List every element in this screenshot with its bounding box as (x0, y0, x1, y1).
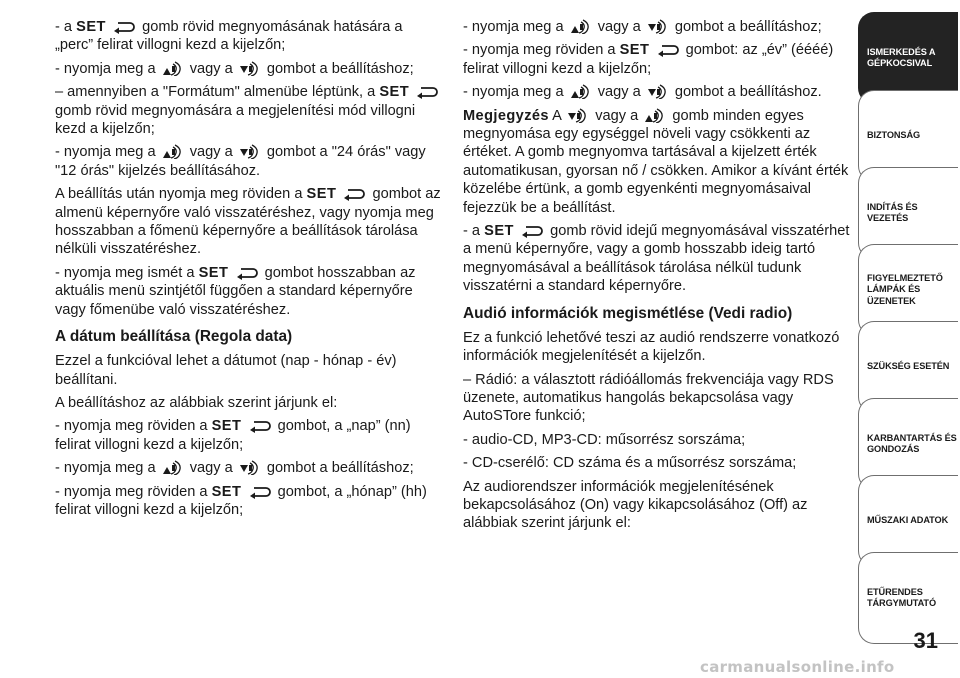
tab-muszaki[interactable]: MŰSZAKI ADATOK (858, 475, 958, 567)
return-arrow-icon (342, 188, 366, 201)
paragraph: - nyomja meg a vagy a gombot a beállításhoz; (55, 60, 414, 77)
note-label: Megjegyzés (463, 107, 549, 124)
chapter-tabs (858, 0, 960, 678)
down-arrow-button-icon (647, 19, 669, 34)
up-arrow-button-icon (570, 84, 592, 99)
return-arrow-icon (112, 21, 136, 34)
return-arrow-icon (248, 420, 272, 433)
return-arrow-icon (415, 86, 439, 99)
paragraph: - a SET gomb rövid idejű megnyomásával visszatérhet a menü képernyőre, vagy a gomb hosszabb ideig tartó megnyomásával a beállítások tárolása nélkül tudunk visszatérni a standard képernyőre. (463, 223, 850, 295)
up-arrow-button-icon (162, 61, 184, 76)
paragraph: - audio-CD, MP3-CD: műsorrész sorszáma; (463, 431, 746, 448)
return-arrow-icon (235, 267, 259, 280)
paragraph: - CD-cserélő: CD száma és a műsorrész sorszáma; (463, 455, 797, 472)
paragraph: Ez a funkció lehetővé teszi az audió rendszerre vonatkozó információk megjelenítését a kijelzőn. (463, 329, 840, 365)
paragraph: A beállításhoz az alábbiak szerint járjunk el: (55, 394, 338, 411)
down-arrow-button-icon (239, 61, 261, 76)
down-arrow-button-icon (567, 108, 589, 123)
paragraph: - nyomja meg a vagy a gombot a beállításhoz; (55, 460, 414, 477)
set-keyword: SET (198, 264, 229, 281)
page-number: 31 (913, 628, 938, 653)
tab-inditas[interactable]: INDÍTÁS ÉS VEZETÉS (858, 167, 958, 259)
set-keyword: SET (484, 223, 514, 240)
tab-figyelmezteto[interactable]: FIGYELMEZTETŐ LÁMPÁK ÉS ÜZENETEK (858, 244, 958, 336)
paragraph: - nyomja meg a vagy a gombot a beállításhoz; (463, 19, 822, 35)
paragraph: A beállítás után nyomja meg röviden a SET gombot az almenü képernyőre való visszatéréshez, vagy nyomja meg hosszabban a főmenü képernyőre a beállítások tárolása nélküli visszatéréshez. (55, 186, 441, 258)
section-heading: A dátum beállítása (Regola data) (55, 328, 293, 346)
tab-szukseg[interactable]: SZÜKSÉG ESETÉN (858, 321, 958, 413)
paragraph: Ezzel a funkcióval lehet a dátumot (nap - hónap - év) beállítani. (55, 353, 397, 388)
paragraph: - nyomja meg ismét a SET gombot hosszabban az aktuális menü szintjétől függően a standard képernyőre vagy főmenübe való visszatéréshez. (55, 264, 416, 318)
down-arrow-button-icon (647, 84, 669, 99)
return-arrow-icon (520, 225, 544, 238)
tab-ismerkedes[interactable]: ISMERKEDÉS A GÉPKOCSIVAL (858, 12, 958, 104)
section-heading: Audió információk megismétlése (Vedi radio) (463, 304, 793, 322)
tab-biztonsag[interactable]: BIZTONSÁG (858, 90, 958, 182)
set-keyword: SET (619, 42, 650, 59)
set-keyword: SET (379, 84, 410, 101)
up-arrow-button-icon (644, 108, 666, 123)
return-arrow-icon (656, 44, 680, 57)
up-arrow-button-icon (162, 460, 184, 475)
left-text-column (55, 18, 443, 524)
paragraph: - a SET gomb rövid megnyomásának hatására a „perc” felirat villogni kezd a kijelzőn; (55, 19, 403, 54)
watermark: carmanualsonline.info (700, 658, 895, 676)
down-arrow-button-icon (239, 144, 261, 159)
right-text-column (463, 18, 851, 538)
paragraph: - nyomja meg a vagy a gombot a beállításhoz. (463, 84, 822, 101)
set-keyword: SET (211, 483, 242, 500)
note-paragraph: Megjegyzés A vagy a gomb minden egyes megnyomása egy egységgel növeli vagy csökkenti az értéket. A gomb megnyomva tartásával a kijelzett érték automatikusan, gyorsan nő / csökken. Amikor a kívánt érték közelébe értünk, a gomb egyenkénti megnyomásaival fejezzük be a beállítást. (463, 107, 849, 216)
tab-karbantartas[interactable]: KARBANTARTÁS ÉS GONDOZÁS (858, 398, 958, 490)
paragraph: - nyomja meg röviden a SET gombot: az „év” (éééé) felirat villogni kezd a kijelzőn; (463, 42, 834, 77)
paragraph: - nyomja meg röviden a SET gombot, a „hónap” (hh) felirat villogni kezd a kijelzőn; (55, 483, 427, 518)
up-arrow-button-icon (570, 19, 592, 34)
paragraph: – amennyiben a "Formátum" almenübe léptünk, a SET gomb rövid megnyomására a megjelenítési mód villogni kezd a kijelzőn; (55, 83, 443, 138)
set-keyword: SET (76, 19, 106, 35)
set-keyword: SET (306, 186, 337, 203)
down-arrow-button-icon (239, 460, 261, 475)
paragraph: - nyomja meg röviden a SET gombot, a „nap” (nn) felirat villogni kezd a kijelzőn; (55, 418, 411, 453)
tab-targymutato[interactable]: ETŰRENDES TÁRGYMUTATÓ (858, 552, 958, 644)
set-keyword: SET (211, 418, 242, 435)
paragraph: Az audiorendszer információk megjelenítésének bekapcsolásához (On) vagy kikapcsolásához (Off) az alábbiak szerint járjunk el: (463, 478, 808, 532)
return-arrow-icon (248, 486, 272, 499)
paragraph: – Rádió: a választott rádióállomás frekvenciája vagy RDS üzenete, automatikus hangolás bekapcsolása vagy AutoSTore funkció; (463, 371, 834, 425)
paragraph: - nyomja meg a vagy a gombot a "24 órás" vagy "12 órás" kijelzés beállításához. (55, 144, 426, 179)
up-arrow-button-icon (162, 144, 184, 159)
